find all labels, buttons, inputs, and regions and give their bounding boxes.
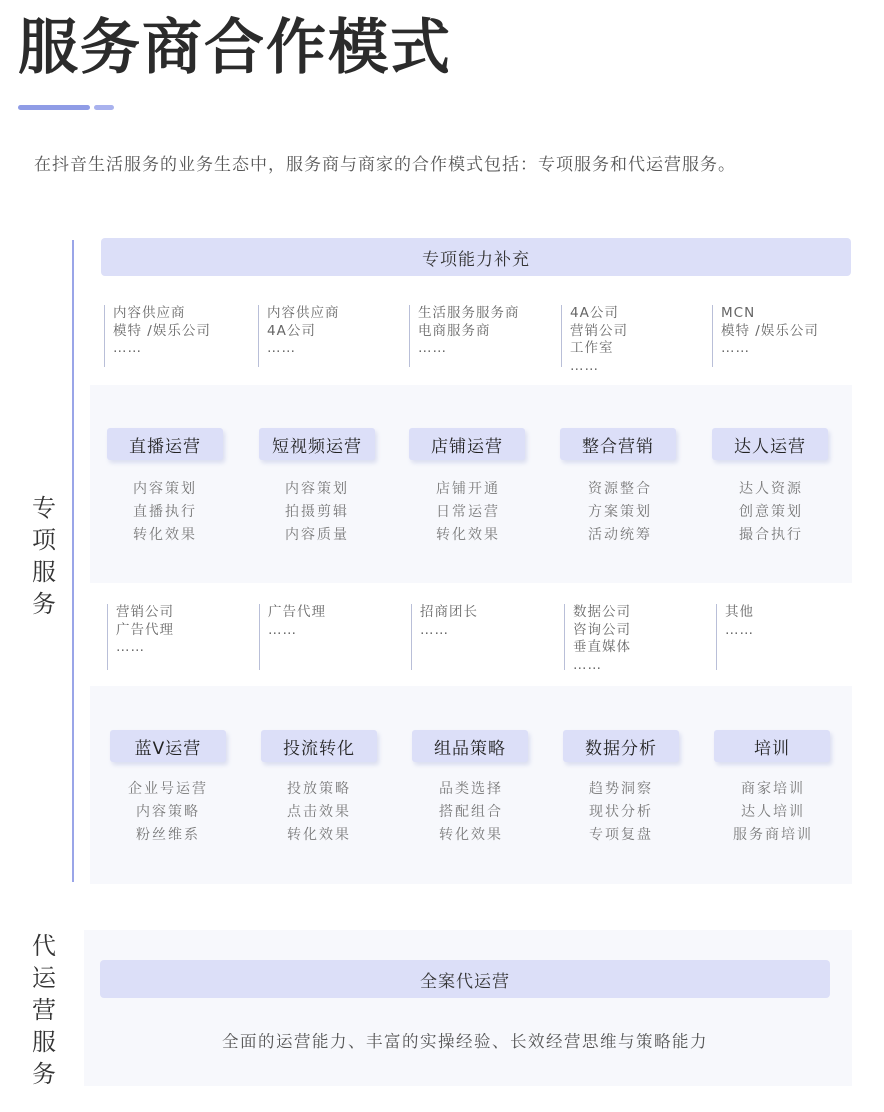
provider-list: 生活服务服务商 电商服务商 ……: [409, 305, 520, 367]
title-underline: [18, 105, 90, 110]
special-divider-line: [72, 240, 74, 882]
provider-list: 内容供应商 模特 /娱乐公司 ……: [104, 305, 211, 367]
intro-text: 在抖音生活服务的业务生态中，服务商与商家的合作模式包括：专项服务和代运营服务。: [34, 155, 736, 175]
service-pill: 达人运营: [712, 428, 828, 460]
agency-banner: 全案代运营: [100, 960, 830, 998]
agency-panel: [84, 930, 852, 1086]
provider-list: 4A公司 营销公司 工作室 ……: [561, 305, 628, 367]
service-pill: 直播运营: [107, 428, 223, 460]
title-underline-dot: [94, 105, 114, 110]
provider-list: 内容供应商 4A公司 ……: [258, 305, 340, 367]
service-items: 品类选择 搭配组合 转化效果: [439, 781, 503, 843]
service-items: 企业号运营 内容策略 粉丝维系: [128, 781, 208, 843]
service-pill: 组品策略: [412, 730, 528, 762]
provider-list: 招商团长 ……: [411, 604, 478, 670]
special-banner: 专项能力补充: [101, 238, 851, 276]
service-items: 内容策划 直播执行 转化效果: [133, 481, 197, 543]
provider-list: 其他 ……: [716, 604, 754, 670]
service-pill: 培训: [714, 730, 830, 762]
service-items: 趋势洞察 现状分析 专项复盘: [589, 781, 653, 843]
page-title: 服务商合作模式: [18, 13, 452, 83]
agency-service-label: 代 运 营 服 务: [32, 932, 56, 1088]
provider-list: MCN 模特 /娱乐公司 ……: [712, 305, 819, 367]
service-items: 店铺开通 日常运营 转化效果: [436, 481, 500, 543]
service-pill: 整合营销: [560, 428, 676, 460]
service-items: 投放策略 点击效果 转化效果: [287, 781, 351, 843]
service-pill: 短视频运营: [259, 428, 375, 460]
service-items: 达人资源 创意策划 撮合执行: [739, 481, 803, 543]
special-service-label: 专 项 服 务: [32, 494, 56, 618]
agency-description: 全面的运营能力、丰富的实操经验、长效经营思维与策略能力: [222, 1032, 708, 1051]
service-pill: 数据分析: [563, 730, 679, 762]
provider-list: 营销公司 广告代理 ……: [107, 604, 174, 670]
service-pill: 投流转化: [261, 730, 377, 762]
service-pill: 店铺运营: [409, 428, 525, 460]
service-items: 资源整合 方案策划 活动统筹: [588, 481, 652, 543]
service-items: 商家培训 达人培训 服务商培训: [733, 781, 813, 843]
service-items: 内容策划 拍摄剪辑 内容质量: [285, 481, 349, 543]
provider-list: 广告代理 ……: [259, 604, 326, 670]
service-pill: 蓝V运营: [110, 730, 226, 762]
provider-list: 数据公司 咨询公司 垂直媒体 ……: [564, 604, 631, 670]
